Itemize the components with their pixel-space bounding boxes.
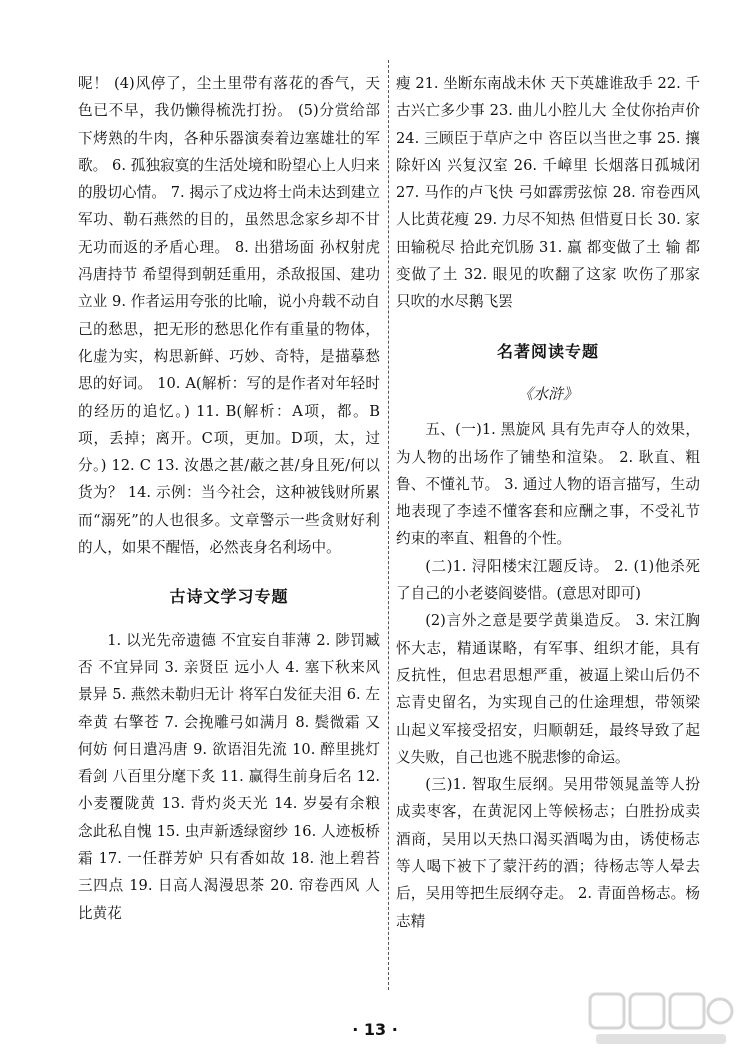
watermark-logo-icon — [586, 988, 736, 1050]
section-heading-classical-poetry: 古诗文学习专题 — [169, 587, 289, 607]
answer-paragraph: (三)1. 智取生辰纲。吴用带领晁盖等人扮成卖枣客，在黄泥冈上等候杨志；白胜扮成卖酒商，吴用以天热口渴买酒喝为由，诱使杨志等人喝下被下了蒙汗药的酒；待杨志等人晕去后，吴用等把生辰纲夺走。 2. 青面兽杨志。杨志精 — [396, 776, 700, 930]
answer-paragraph: (二)1. 浔阳楼宋江题反诗。 2. (1)他杀死了自己的小老婆阎婆惜。(意思对即可) — [396, 557, 700, 603]
column-divider — [388, 60, 390, 990]
left-column — [78, 70, 380, 927]
page-number: · 13 · — [352, 1020, 398, 1039]
answer-paragraph: 呢！ (4)风停了，尘土里带有落花的香气，天色已不早，我仍懒得梳洗打扮。 (5)分赏给部下烤熟的牛肉，各种乐器演奏着边塞雄壮的军歌。 6. 孤独寂寞的生活处境和盼望心上人归来的殷切心情。 7. 揭示了戍边将士尚未达到建立军功、勒石燕然的目的，虽然思念家乡却不甘无功而返的矛盾心理。 8. 出猎场面 孙权射虎 冯唐持节 希望得到朝廷重用，杀敌报国、建功立业 9. 作者运用夸张的比喻，说小舟载不动自己的愁思，把无形的愁思化作有重量的物体，化虚为实，构思新鲜、巧妙、奇特，是描摹愁思的好词。 10. A(解析：写的是作者对年轻时的经历的追忆。) 11. B(解析：A项，都。B项，丢掉；离开。C项，更加。D项，太，过分。) 12. C 13. 汝愚之甚/蔽之甚/身且死/何以货为？ 14. 示例：当今社会，这种被钱财所累而“溺死”的人也很多。文章警示一些贪财好利的人，如果不醒悟，必然丧身名利场中。 — [78, 75, 380, 557]
right-column — [396, 70, 700, 935]
book-title: 《水浒》 — [517, 384, 578, 403]
answer-paragraph: 五、(一)1. 黑旋风 具有先声夺人的效果，为人物的出场作了铺垫和渲染。 2. 耿直、粗鲁、不懂礼节。 3. 通过人物的语言描写，生动地表现了李逵不懂客套和应酬之事，不受礼节约束的率直、粗鲁的个性。 — [396, 421, 700, 548]
answer-paragraph: 1. 以光先帝遗德 不宜妄自菲薄 2. 陟罚臧否 不宜异同 3. 亲贤臣 远小人 4. 塞下秋来风景异 5. 燕然未勒归无计 将军白发征夫泪 6. 左牵黄 右擎苍 7. 会挽雕弓如满月 8. 鬓微霜 又何妨 何日遣冯唐 9. 欲语泪先流 10. 醉里挑灯看剑 八百里分麾下炙 11. 赢得生前身后名 12. 小麦覆陇黄 13. 背灼炎天光 14. 岁晏有余粮 念此私自愧 15. 虫声新透绿窗纱 16. 人迹板桥霜 17. 一任群芳妒 只有香如故 18. 池上碧苔三四点 19. 日高人渴漫思茶 20. 帘卷西风 人比黄花 — [78, 631, 380, 922]
answer-paragraph: 瘦 21. 坐断东南战未休 天下英雄谁敌手 22. 千古兴亡多少事 23. 曲儿小腔儿大 全仗你抬声价 24. 三顾臣于草庐之中 咨臣以当世之事 25. 攘除奸凶 兴复汉室 26. 千嶂里 长烟落日孤城闭 27. 马作的卢飞快 弓如霹雳弦惊 28. 帘卷西风 人比黄花瘦 29. 力尽不知热 但惜夏日长 30. 家田输税尽 拾此充饥肠 31. 羸 都变做了土 输 都变做了土 32. 眼见的吹翻了这家 吹伤了那家 只吹的水尽鹅飞罢 — [396, 75, 700, 311]
answer-paragraph: (2)言外之意是要学黄巢造反。 3. 宋江胸怀大志，精通谋略，有军事、组织才能，具有反抗性，但忠君思想严重，被逼上梁山后仍不忘青史留名，为实现自己的仕途理想，带领梁山起义军接受招安，归顺朝廷，最终导致了起义失败，自己也逃不脱悲惨的命运。 — [396, 612, 700, 766]
section-heading-classic-reading: 名著阅读专题 — [496, 341, 599, 361]
